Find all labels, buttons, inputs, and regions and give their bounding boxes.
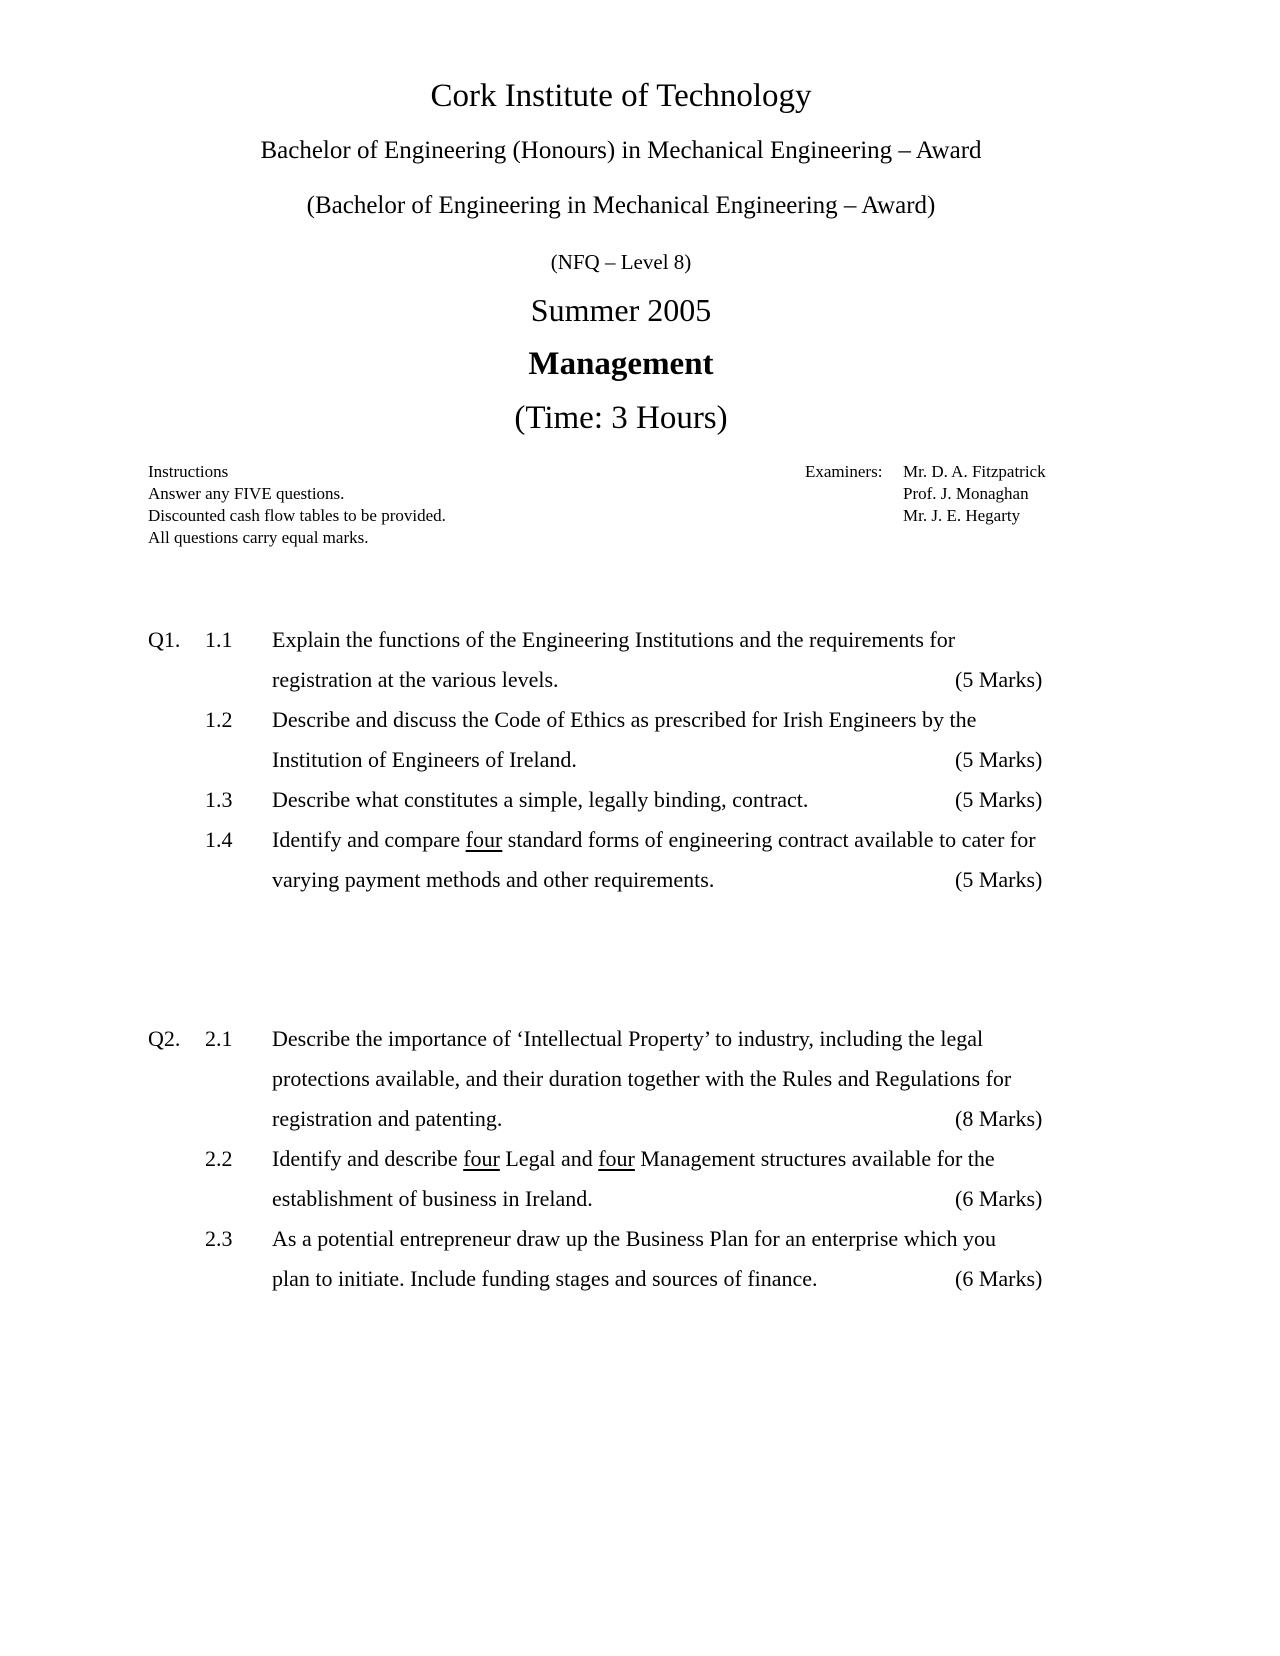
question-2-row-2 [0,1066,1280,1098]
part-1-1-text: Explain the functions of the Engineering Institutions and the requirements for [272,627,956,652]
part-2-3-text: As a potential entrepreneur draw up the Business Plan for an enterprise which you [272,1226,996,1251]
question-1-row-1 [0,627,1280,659]
part-2-3-number: 2.3 [205,1226,233,1251]
question-1-label: Q1. [148,627,181,652]
programme-alt-title: (Bachelor of Engineering in Mechanical Engineering – Award) [306,192,936,219]
underlined-word: four [465,827,503,852]
part-2-1-text: Describe the importance of ‘Intellectual Property’ to industry, including the legal [272,1026,984,1051]
part-1-2-marks: (5 Marks) [955,747,1043,772]
instructions-heading: Instructions [148,462,229,481]
exam-session: Summer 2005 [530,292,712,328]
question-2-row-4 [0,1146,1280,1178]
question-2-row-3 [0,1106,1280,1138]
examiners-label: Examiners: [805,462,883,481]
part-2-3-text: plan to initiate. Include funding stages and sources of finance. [272,1266,818,1291]
part-2-2-text [272,1146,995,1172]
nfq-level: (NFQ – Level 8) [550,250,692,274]
examiners-list [903,461,1046,527]
part-1-3-marks: (5 Marks) [955,787,1043,812]
text-segment: standard forms of engineering contract available to cater for [502,827,1036,852]
question-2-row-6 [0,1226,1280,1258]
question-1-row-3 [0,707,1280,739]
exam-duration: (Time: 3 Hours) [514,400,728,436]
examiner-name: Mr. D. A. Fitzpatrick [903,462,1046,481]
question-2-row-7 [0,1266,1280,1298]
part-1-2-text: Institution of Engineers of Ireland. [272,747,577,772]
instruction-line: Discounted cash flow tables to be provided. [148,506,446,525]
part-1-1-marks: (5 Marks) [955,667,1043,692]
part-1-3-text: Describe what constitutes a simple, legally binding, contract. [272,787,809,812]
text-segment: Identify and describe [272,1146,464,1171]
underlined-word: four [463,1146,500,1171]
part-2-2-text: establishment of business in Ireland. [272,1186,593,1211]
part-2-1-text: registration and patenting. [272,1106,503,1131]
part-2-1-text: protections available, and their duration together with the Rules and Regulations for [272,1066,1012,1091]
question-1-row-6 [0,827,1280,859]
text-segment: Legal and [499,1146,599,1171]
part-1-4-text [272,827,1036,853]
institution-title: Cork Institute of Technology [430,78,812,114]
part-2-2-number: 2.2 [205,1146,233,1171]
question-1-row-4 [0,747,1280,779]
question-1-row-2 [0,667,1280,699]
part-1-4-marks: (5 Marks) [955,867,1043,892]
question-1-row-7 [0,867,1280,899]
examiner-name: Mr. J. E. Hegarty [903,506,1021,525]
question-2-label: Q2. [148,1026,181,1051]
part-2-1-number: 2.1 [205,1026,233,1051]
question-2-row-5 [0,1186,1280,1218]
part-2-2-marks: (6 Marks) [955,1186,1043,1211]
part-1-1-text: registration at the various levels. [272,667,559,692]
part-1-3-number: 1.3 [205,787,233,812]
underlined-word: four [598,1146,635,1171]
part-1-4-text: varying payment methods and other requirements. [272,867,715,892]
part-1-2-text: Describe and discuss the Code of Ethics as prescribed for Irish Engineers by the [272,707,977,732]
part-1-1-number: 1.1 [205,627,233,652]
subject-title: Management [528,346,714,382]
instruction-line: Answer any FIVE questions. [148,484,345,503]
examiner-name: Prof. J. Monaghan [903,484,1029,503]
part-1-2-number: 1.2 [205,707,233,732]
text-segment: Management structures available for the [634,1146,995,1171]
part-2-3-marks: (6 Marks) [955,1266,1043,1291]
part-2-1-marks: (8 Marks) [955,1106,1043,1131]
part-1-4-number: 1.4 [205,827,233,852]
question-1-row-5 [0,787,1280,819]
instructions-block [148,461,446,549]
instruction-line: All questions carry equal marks. [148,528,369,547]
question-2-row-1 [0,1026,1280,1058]
text-segment: Identify and compare [272,827,466,852]
programme-title: Bachelor of Engineering (Honours) in Mechanical Engineering – Award [260,137,982,164]
